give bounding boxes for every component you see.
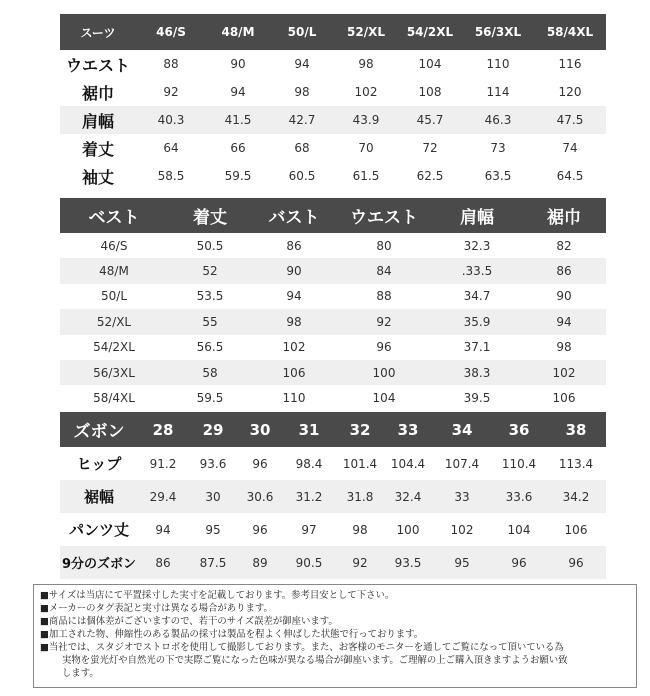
cell: 89 [238, 546, 282, 579]
cell: 34.7 [463, 289, 491, 304]
cell: 94 [155, 522, 171, 537]
cell: 64.5 [556, 169, 584, 183]
suit-header-row [60, 14, 606, 50]
cell: 30 [188, 480, 238, 513]
cell: 90.5 [282, 546, 336, 579]
pants-size: 30 [238, 412, 282, 447]
cell: 56/3XL [60, 360, 168, 385]
cell: 32.4 [384, 480, 432, 513]
cell: 66 [230, 141, 246, 155]
pants-size: 38 [546, 412, 606, 447]
table-row [60, 284, 606, 309]
cell: 52/XL [60, 309, 168, 334]
cell: 110 [282, 391, 306, 406]
suit-size: 50/L [270, 14, 334, 50]
cell: 86 [522, 258, 606, 283]
cell: 94 [230, 85, 246, 99]
cell: 90 [252, 258, 336, 283]
cell: 98 [352, 522, 368, 537]
table-row [60, 134, 606, 162]
cell: 31.2 [282, 480, 336, 513]
cell: 33 [432, 480, 492, 513]
cell: 29.4 [138, 480, 188, 513]
cell: 41.5 [206, 106, 270, 134]
cell: 106 [252, 360, 336, 385]
cell: 87.5 [188, 546, 238, 579]
suit-size: 54/2XL [398, 14, 462, 50]
cell: 97 [301, 522, 317, 537]
cell: 56.5 [196, 340, 224, 355]
cell: 95 [205, 522, 221, 537]
cell: 42.7 [270, 106, 334, 134]
cell: 96 [546, 546, 606, 579]
cell: 35.9 [432, 309, 522, 334]
cell: 31.8 [336, 480, 384, 513]
cell: 73 [490, 141, 506, 155]
cell: 53.5 [196, 289, 224, 304]
cell: 110 [486, 57, 510, 71]
row-label: 9分のズボン [60, 546, 138, 579]
table-row [60, 78, 606, 106]
cell: 47.5 [534, 106, 606, 134]
cell: 96 [252, 456, 268, 471]
suit-size: 56/3XL [462, 14, 534, 50]
cell: 39.5 [463, 391, 491, 406]
cell: 100 [336, 360, 432, 385]
vest-title: ベスト [60, 198, 168, 233]
cell: 120 [558, 85, 582, 99]
table-row [60, 258, 606, 283]
cell: 90 [556, 289, 572, 304]
cell: 45.7 [398, 106, 462, 134]
cell: 113.4 [558, 456, 594, 471]
table-row [60, 335, 606, 360]
cell: 107.4 [444, 456, 480, 471]
vest-header: 着丈 [168, 198, 252, 233]
cell: 98 [294, 85, 310, 99]
cell: 96 [492, 546, 546, 579]
pants-size: 32 [336, 412, 384, 447]
table-row [60, 106, 606, 134]
cell: 30.6 [238, 480, 282, 513]
cell: 58.5 [157, 169, 185, 183]
table-row [60, 480, 606, 513]
cell: 46/S [100, 238, 128, 253]
cell: 32.3 [463, 238, 491, 253]
cell: 59.5 [196, 391, 224, 406]
cell: 88 [163, 57, 179, 71]
cell: 58/4XL [93, 391, 135, 406]
row-label: ウエスト [65, 55, 130, 75]
cell: 50/L [101, 289, 127, 304]
cell: 37.1 [463, 340, 491, 355]
row-label: パンツ丈 [68, 521, 129, 539]
table-row [60, 309, 606, 334]
row-label: 着丈 [81, 139, 114, 159]
cell: 101.4 [342, 456, 378, 471]
table-row [60, 360, 606, 385]
cell: 92 [163, 85, 179, 99]
cell: 108 [418, 85, 442, 99]
cell: 40.3 [136, 106, 206, 134]
cell: 92 [336, 546, 384, 579]
note-line: します。 [62, 668, 99, 679]
pants-size-table [60, 412, 606, 579]
cell: 86 [286, 238, 302, 253]
table-row [60, 513, 606, 546]
table-row [60, 447, 606, 480]
vest-header: 肩幅 [432, 198, 522, 233]
cell: 106 [552, 391, 576, 406]
cell: 94 [294, 57, 310, 71]
suit-size: 52/XL [334, 14, 398, 50]
suit-size: 48/M [206, 14, 270, 50]
table-row [60, 546, 606, 579]
cell: 88 [376, 289, 392, 304]
row-label: 裾巾 [81, 83, 114, 103]
cell: 52 [168, 258, 252, 283]
cell: 33.6 [492, 480, 546, 513]
cell: 98.4 [295, 456, 323, 471]
pants-size: 36 [492, 412, 546, 447]
pants-size: 34 [432, 412, 492, 447]
cell: 98 [252, 309, 336, 334]
vest-header: 裾巾 [522, 198, 606, 233]
table-row [60, 233, 606, 258]
pants-size: 28 [138, 412, 188, 447]
vest-header-row [60, 198, 606, 233]
cell: 94 [286, 289, 302, 304]
cell: 70 [358, 141, 374, 155]
row-label: 肩幅 [60, 106, 136, 134]
row-label: 袖丈 [81, 167, 114, 187]
cell: 74 [562, 141, 578, 155]
note-line: ■サイズは当店にて平置採寸した実寸を記載しております。参考目安として下さい。 [40, 590, 395, 601]
cell: 95 [432, 546, 492, 579]
row-label: 裾幅 [60, 480, 138, 513]
cell: 62.5 [416, 169, 444, 183]
cell: 93.6 [199, 456, 227, 471]
cell: 61.5 [352, 169, 380, 183]
cell: 96 [252, 522, 268, 537]
cell: 114 [486, 85, 510, 99]
cell: 104.4 [390, 456, 426, 471]
cell: 59.5 [224, 169, 252, 183]
cell: 72 [422, 141, 438, 155]
cell: 104 [507, 522, 531, 537]
cell: 46.3 [462, 106, 534, 134]
row-label: ヒップ [76, 455, 122, 473]
cell: 98 [556, 340, 572, 355]
vest-header: バスト [252, 198, 336, 233]
cell: 116 [558, 57, 582, 71]
suit-title: スーツ [60, 14, 136, 50]
note-line: 実物を蛍光灯や自然光の下で実際ご覧になった色味が異なる場合が御座います。ご理解の上ご購入頂きますようお願い致 [62, 655, 568, 666]
cell: 90 [230, 57, 246, 71]
cell: 104 [372, 391, 396, 406]
cell: 98 [358, 57, 374, 71]
cell: 80 [376, 238, 392, 253]
cell: 63.5 [484, 169, 512, 183]
cell: 68 [294, 141, 310, 155]
cell: 84 [336, 258, 432, 283]
table-row [60, 385, 606, 410]
suit-size: 58/4XL [534, 14, 606, 50]
pants-header-row [60, 412, 606, 447]
cell: 102 [354, 85, 378, 99]
cell: 91.2 [149, 456, 177, 471]
cell: 86 [138, 546, 188, 579]
cell: 92 [336, 309, 432, 334]
cell: .33.5 [432, 258, 522, 283]
cell: 34.2 [546, 480, 606, 513]
cell: 43.9 [334, 106, 398, 134]
notes-box [33, 584, 637, 688]
cell: 93.5 [384, 546, 432, 579]
cell: 102 [522, 360, 606, 385]
pants-size: 29 [188, 412, 238, 447]
cell: 96 [376, 340, 392, 355]
table-row [60, 162, 606, 190]
cell: 64 [163, 141, 179, 155]
cell: 102 [450, 522, 474, 537]
cell: 104 [418, 57, 442, 71]
cell: 60.5 [288, 169, 316, 183]
cell: 38.3 [432, 360, 522, 385]
note-line: ■商品には個体差がございますので、若干のサイズ誤差が御座います。 [40, 616, 338, 627]
vest-size-table [60, 198, 606, 411]
cell: 48/M [60, 258, 168, 283]
cell: 106 [564, 522, 588, 537]
pants-size: 33 [384, 412, 432, 447]
cell: 55 [168, 309, 252, 334]
cell: 102 [282, 340, 306, 355]
vest-header: ウエスト [336, 198, 432, 233]
cell: 94 [522, 309, 606, 334]
suit-size-table [60, 14, 606, 190]
note-line: ■メーカーのタグ表記と実寸は異なる場合があります。 [40, 603, 273, 614]
cell: 58 [168, 360, 252, 385]
cell: 54/2XL [93, 340, 135, 355]
note-line: ■当社では、スタジオでストロボを使用して撮影しております。また、お客様のモニターを通してご覧になって頂いている為 [40, 642, 564, 653]
suit-size: 46/S [136, 14, 206, 50]
cell: 100 [396, 522, 420, 537]
note-line: ■加工された物、伸縮性のある製品の採寸は製品を程よく伸ばした状態で行っております。 [40, 629, 424, 640]
cell: 82 [556, 238, 572, 253]
pants-title: ズボン [60, 412, 138, 447]
table-row [60, 50, 606, 78]
pants-size: 31 [282, 412, 336, 447]
cell: 110.4 [501, 456, 537, 471]
cell: 50.5 [196, 238, 224, 253]
